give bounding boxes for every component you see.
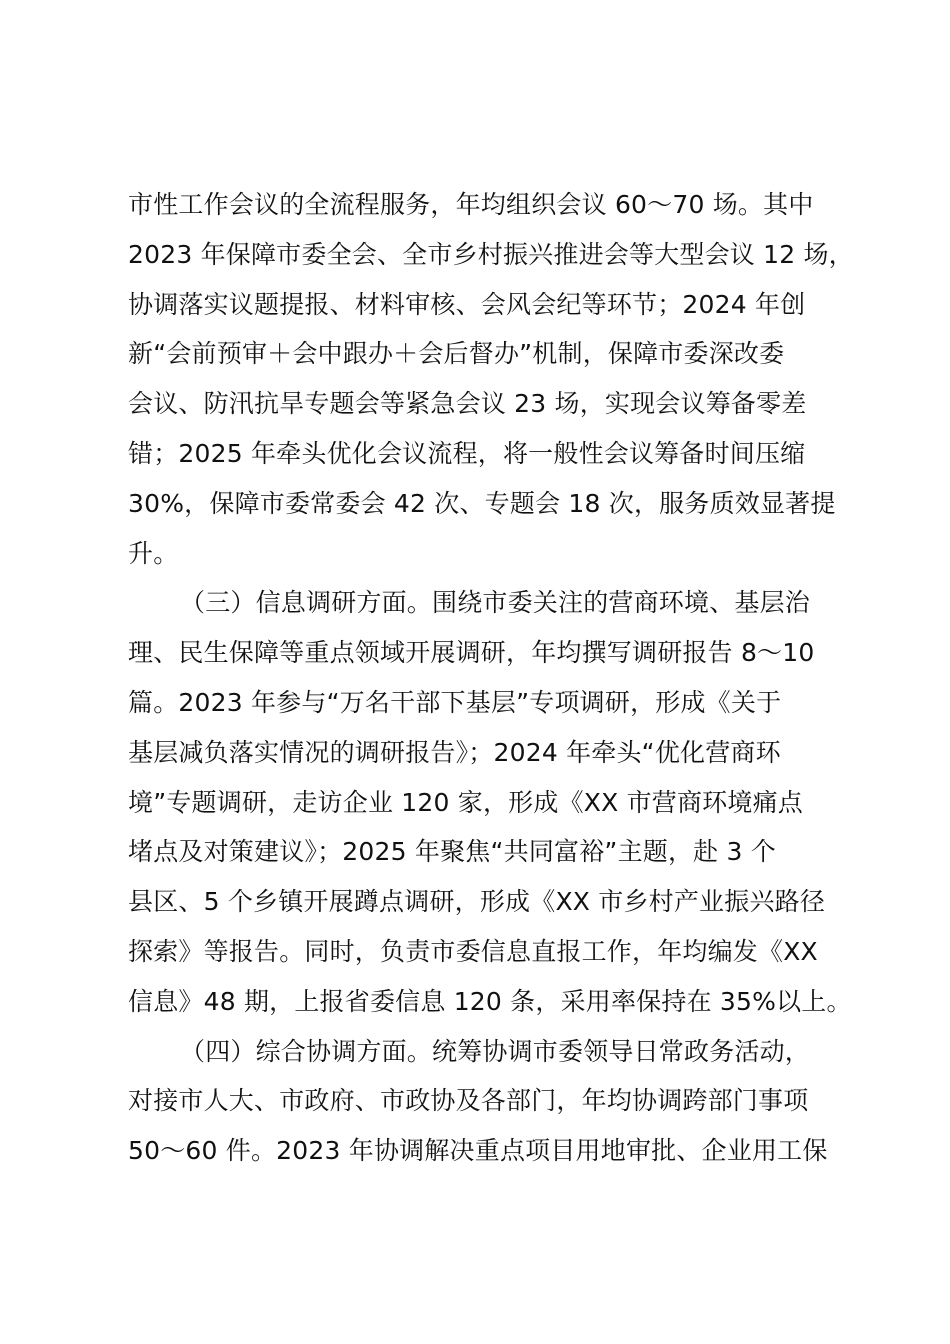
text-line: 协调落实议题提报、材料审核、会风会纪等环节；2024 年创 <box>128 289 806 319</box>
text-line: 对接市人大、市政府、市政协及各部门，年均协调跨部门事项 <box>128 1086 809 1116</box>
text-line: 30%，保障市委常委会 42 次、专题会 18 次，服务质效显著提 <box>128 488 836 518</box>
text-line: 探索》等报告。同时，负责市委信息直报工作，年均编发《XX <box>128 936 818 966</box>
text-line: （三）信息调研方面。围绕市委关注的营商环境、基层治 <box>180 588 811 618</box>
text-line: 堵点及对策建议》；2025 年聚焦“共同富裕”主题，赴 3 个 <box>128 837 776 867</box>
text-line: 会议、防汛抗旱专题会等紧急会议 23 场，实现会议筹备零差 <box>128 389 807 419</box>
text-line: （四）综合协调方面。统筹协调市委领导日常政务活动， <box>180 1036 811 1066</box>
text-line: 信息》48 期，上报省委信息 120 条，采用率保持在 35%以上。 <box>128 986 852 1016</box>
text-line: 50～60 件。2023 年协调解决重点项目用地审批、企业用工保 <box>128 1136 828 1166</box>
text-line: 境”专题调研，走访企业 120 家，形成《XX 市营商环境痛点 <box>128 787 803 817</box>
text-line: 基层减负落实情况的调研报告》；2024 年牵头“优化营商环 <box>128 737 781 767</box>
text-line: 市性工作会议的全流程服务，年均组织会议 60～70 场。其中 <box>128 190 814 219</box>
text-line: 错；2025 年牵头优化会议流程，将一般性会议筹备时间压缩 <box>128 438 806 468</box>
text-line: 县区、5 个乡镇开展蹲点调研，形成《XX 市乡村产业振兴路径 <box>128 887 826 917</box>
text-line: 篇。2023 年参与“万名干部下基层”专项调研，形成《关于 <box>128 687 782 717</box>
text-line: 理、民生保障等重点领域开展调研，年均撰写调研报告 8～10 <box>128 638 815 668</box>
text-line: 2023 年保障市委全会、全市乡村振兴推进会等大型会议 12 场， <box>128 239 854 269</box>
text-line: 新“会前预审＋会中跟办＋会后督办”机制，保障市委深改委 <box>128 339 785 369</box>
document-body <box>128 180 854 1176</box>
text-line: 升。 <box>128 538 179 568</box>
